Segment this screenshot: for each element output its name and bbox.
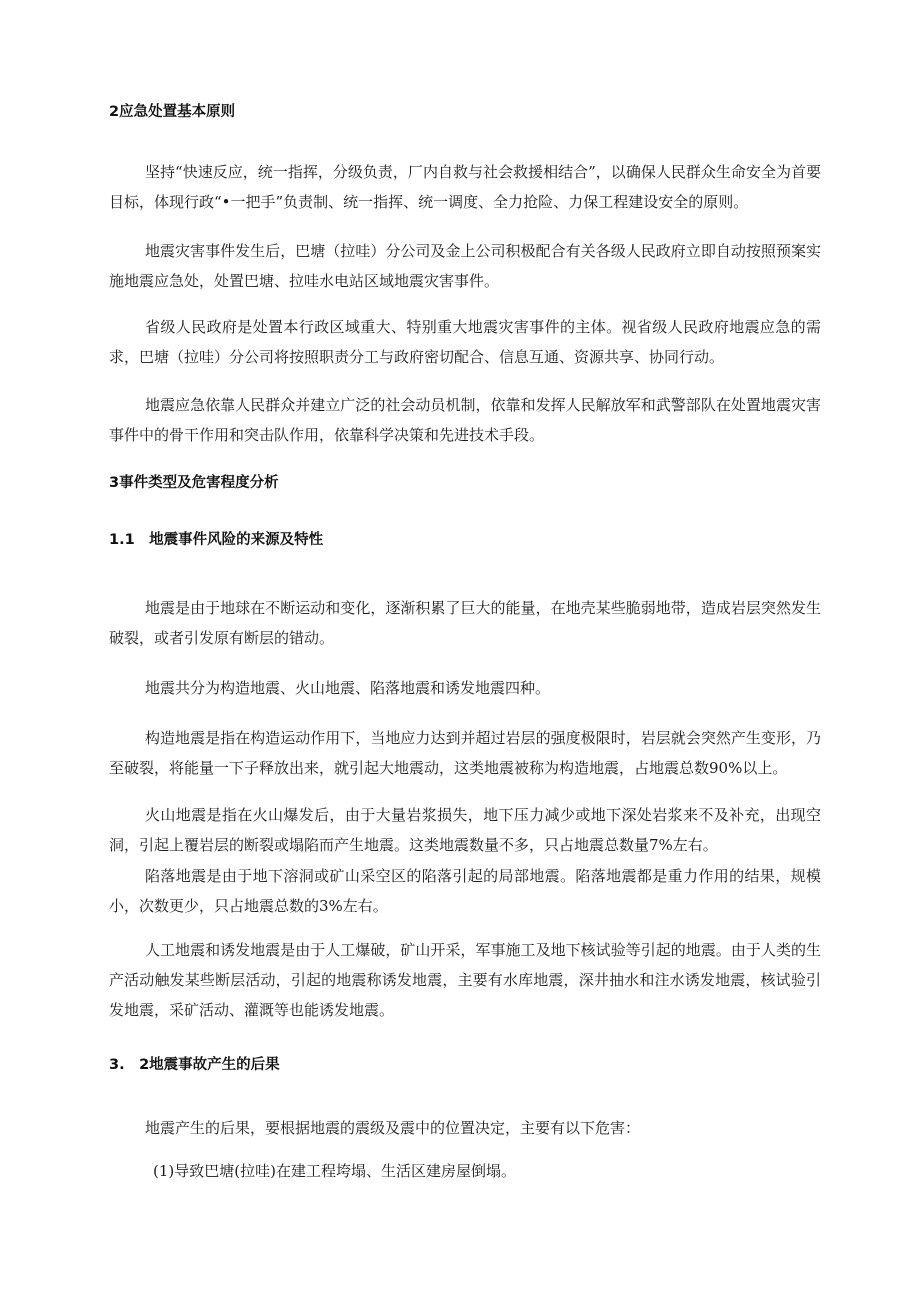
paragraph-earthquake-origin: 地震是由于地球在不断运动和变化，逐渐积累了巨大的能量，在地壳某些脆弱地带，造成岩层突然发生破裂，或者引发原有断层的错动。 [109, 599, 821, 647]
paragraph-mobilization: 地震应急依靠人民群众并建立广泛的社会动员机制，依靠和发挥人民解放军和武警部队在处置地震灾害事件中的骨干作用和突击队作用，依靠科学决策和先进技术手段。 [109, 396, 821, 444]
paragraph-earthquake-types: 地震共分为构造地震、火山地震、陷落地震和诱发地震四种。 [145, 679, 551, 697]
section-heading-2: 2应急处置基本原则 [109, 104, 236, 120]
paragraph-volcanic: 火山地震是指在火山爆发后，由于大量岩浆损失，地下压力减少或地下深处岩浆来不及补充，出现空洞，引起上覆岩层的断裂或塌陷而产生地震。这类地震数量不多，只占地震总数量7%左右。 [109, 806, 821, 854]
paragraph-induced: 人工地震和诱发地震是由于人工爆破，矿山开采，军事施工及地下核试验等引起的地震。由于人类的生产活动触发某些断层活动，引起的地震称诱发地震，主要有水库地震，深井抽水和注水诱发地震，核试验引发地震，采矿活动、灌溉等也能诱发地震。 [109, 941, 821, 1019]
paragraph-consequences: 地震产生的后果，要根据地震的震级及震中的位置决定，主要有以下危害： [145, 1119, 641, 1137]
section-heading-3: 3事件类型及危害程度分析 [109, 475, 279, 491]
list-item-1: (1)导致巴塘(拉哇)在建工程垮塌、生活区建房屋倒塌。 [153, 1162, 516, 1180]
paragraph-response: 地震灾害事件发生后，巴塘（拉哇）分公司及金上公司积极配合有关各级人民政府立即自动按照预案实施地震应急处，处置巴塘、拉哇水电站区域地震灾害事件。 [109, 242, 821, 290]
paragraph-collapse: 陷落地震是由于地下溶洞或矿山采空区的陷落引起的局部地震。陷落地震都是重力作用的结果，规模小，次数更少，只占地震总数的3%左右。 [109, 867, 821, 915]
section-heading-3-2: 3. 2地震事故产生的后果 [109, 1057, 280, 1073]
section-heading-3-1: 1.1 地震事件风险的来源及特性 [109, 532, 324, 548]
paragraph-provincial: 省级人民政府是处置本行政区域重大、特别重大地震灾害事件的主体。视省级人民政府地震应急的需求，巴塘（拉哇）分公司将按照职责分工与政府密切配合、信息互通、资源共享、协同行动。 [109, 318, 821, 366]
paragraph-principle: 坚持“快速反应，统一指挥，分级负责，厂内自救与社会救援相结合”，以确保人民群众生命安全为首要目标，体现行政“•一把手”负责制、统一指挥、统一调度、全力抢险、力保工程建设安全的原则。 [109, 163, 821, 211]
paragraph-tectonic: 构造地震是指在构造运动作用下，当地应力达到并超过岩层的强度极限时，岩层就会突然产生变形，乃至破裂，将能量一下子释放出来，就引起大地震动，这类地震被称为构造地震，占地震总数90%以上。 [109, 729, 821, 777]
